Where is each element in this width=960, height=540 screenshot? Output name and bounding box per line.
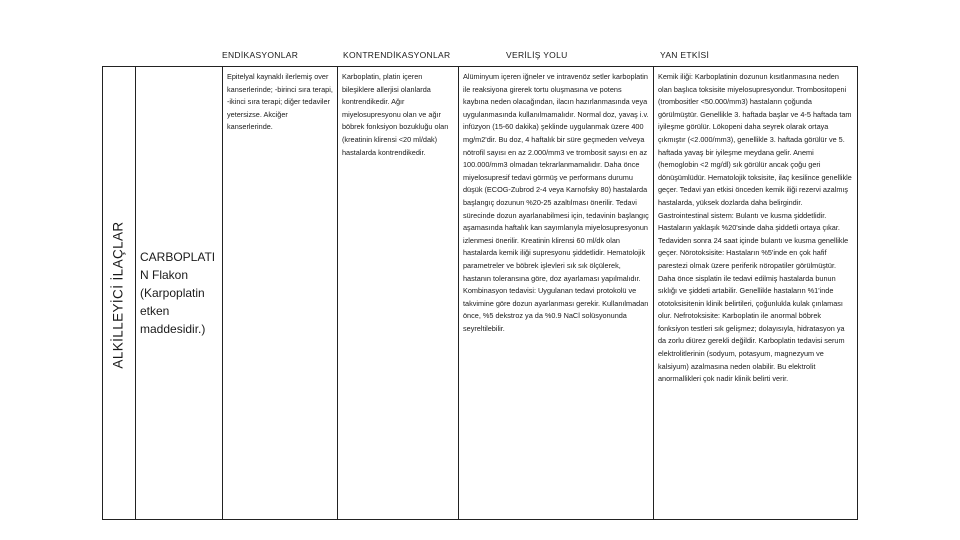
header-side-effects: YAN ETKİSİ [660,50,710,60]
indications-cell [223,67,338,520]
contraindications-cell [338,67,459,520]
side-effects-cell [654,67,858,520]
contraindications-text: Karboplatin, platin içeren bileşiklere allerjisi olanlarda kontrendikedir. Ağır miyelosupresyonu olan ve ağır böbrek fonksiyon bozukluğu olan (kreatinin klirensi <20 ml/dak) hastalarda kontrendikedir. [342,72,449,157]
administration-text: Alüminyum içeren iğneler ve intravenöz setler karboplatin ile reaksiyona girerek tortu oluşmasına ve potens kaybına neden olacağından, ilacın hazırlanmasında veya uygulanmasında kullanılmamalıdır. Normal doz, yavaş i.v. infüzyon (15-60 dakika) şeklinde uygulanmak üzere 400 mg/m2'dir. Bu doz, 4 haftalık bir süre geçmeden ve/veya nötrofil sayısı en az 2.000/mm3 ve trombosit sayısı en az 100.000/mm3 olmadan tekrarlanmamalıdır. Daha önce miyelosupresif tedavi görmüş ve performans durumu düşük (ECOG-Zubrod 2-4 veya Karnofsky 80) hastalarda başlangıç dozunun %20-25 azaltılması önerilir. Tedavi sürecinde dozun ayarlanabilmesi için, tedavinin başlangıç aşamasında haftalık kan sayımlarıyla miyelosupresyonun izlenmesi önerilir. Kreatinin klirensi 60 ml/dk olan hastalarda kemik iliği supresyonu şiddetlidir. Hematolojik parametreler ve böbrek işlevleri sık sık ölçülerek, hastanın toleransına göre, doz ayarlaması yapılmalıdır. Kombinasyon tedavisi: Uygulanan tedavi protokolü ve takvimine göre dozun ayarlanması gerekir. Kullanılmadan önce, %5 dekstroz ya da %0.9 NaCl solüsyonunda seyreltilebilir. [463,72,649,333]
table-row [103,67,858,520]
category-label: ALKİLLEYİCİ İLAÇLAR [110,221,126,369]
drug-table [102,66,858,520]
drug-name: CARBOPLATIN Flakon (Karpoplatin etken maddesidir.) [140,250,216,336]
indications-text: Epitelyal kaynaklı ilerlemiş over kanserlerinde; -birinci sıra terapi, -ikinci sıra terapi; diğer tedaviler yetersizse. Akciğer kanserlerinde. [227,72,333,132]
header-contraindications: KONTRENDİKASYONLAR [343,50,451,60]
side-effects-text: Kemik iliği: Karboplatinin dozunun kısıtlanmasına neden olan başlıca toksisite miyelosupresyondur. Trombositopeni (trombositler <50.000/mm3) hastaların çoğunda görülmüştür. Genellikle 3. haftada başlar ve 4-5 haftada tam iyileşme görülür. Lökopeni daha seyrek olarak ortaya çıkmıştır (<2.000/mm3), genellikle 3. haftada görülür ve 5. haftada yavaş bir iyileşme meydana gelir. Anemi (hemoglobin <2 mg/dl) sık görülür ancak çoğu geri dönüşümlüdür. Hematolojik toksisite, ilaç kesilince genellikle geçer. Tedavi yan etkisi önceden kemik iliği rezervi azalmış hastalarda, yüksek dozlarda daha belirgindir. Gastrointestinal sistem: Bulantı ve kusma şiddetlidir. Hastaların yaklaşık %20'sinde daha şiddetli ortaya çıkar. Tedaviden sonra 24 saat içinde bulantı ve kusma genellikle geçer. Nörotoksisite: Hastaların %5'inde en çok hafif parestezi olmak üzere periferik nöropatiler görülmüştür. Daha önce sisplatin ile tedavi edilmiş hastalarda bunun sıklığı ve şiddeti artabilir. Genellikle hastaların %1'inde ototoksisitenin klinik belirtileri, çoğunlukla kulak çınlaması olur. Nefrotoksisite: Karboplatin ile anormal böbrek fonksiyon testleri sık gelişmez; dolayısıyla, hidratasyon ya da zorlu diürez gerekli değildir. Karboplatin tedavisi serum elektrolitlerinin (sodyum, potasyum, magnezyum ve kalsiyum) azalmasına neden olabilir. Bu elektrolit anormallikleri çok nadir klinik belirti verir. [658,72,852,384]
administration-cell [459,67,654,520]
header-indications: ENDİKASYONLAR [222,50,299,60]
header-administration: VERİLİŞ YOLU [506,50,568,60]
drug-name-cell [136,67,223,520]
